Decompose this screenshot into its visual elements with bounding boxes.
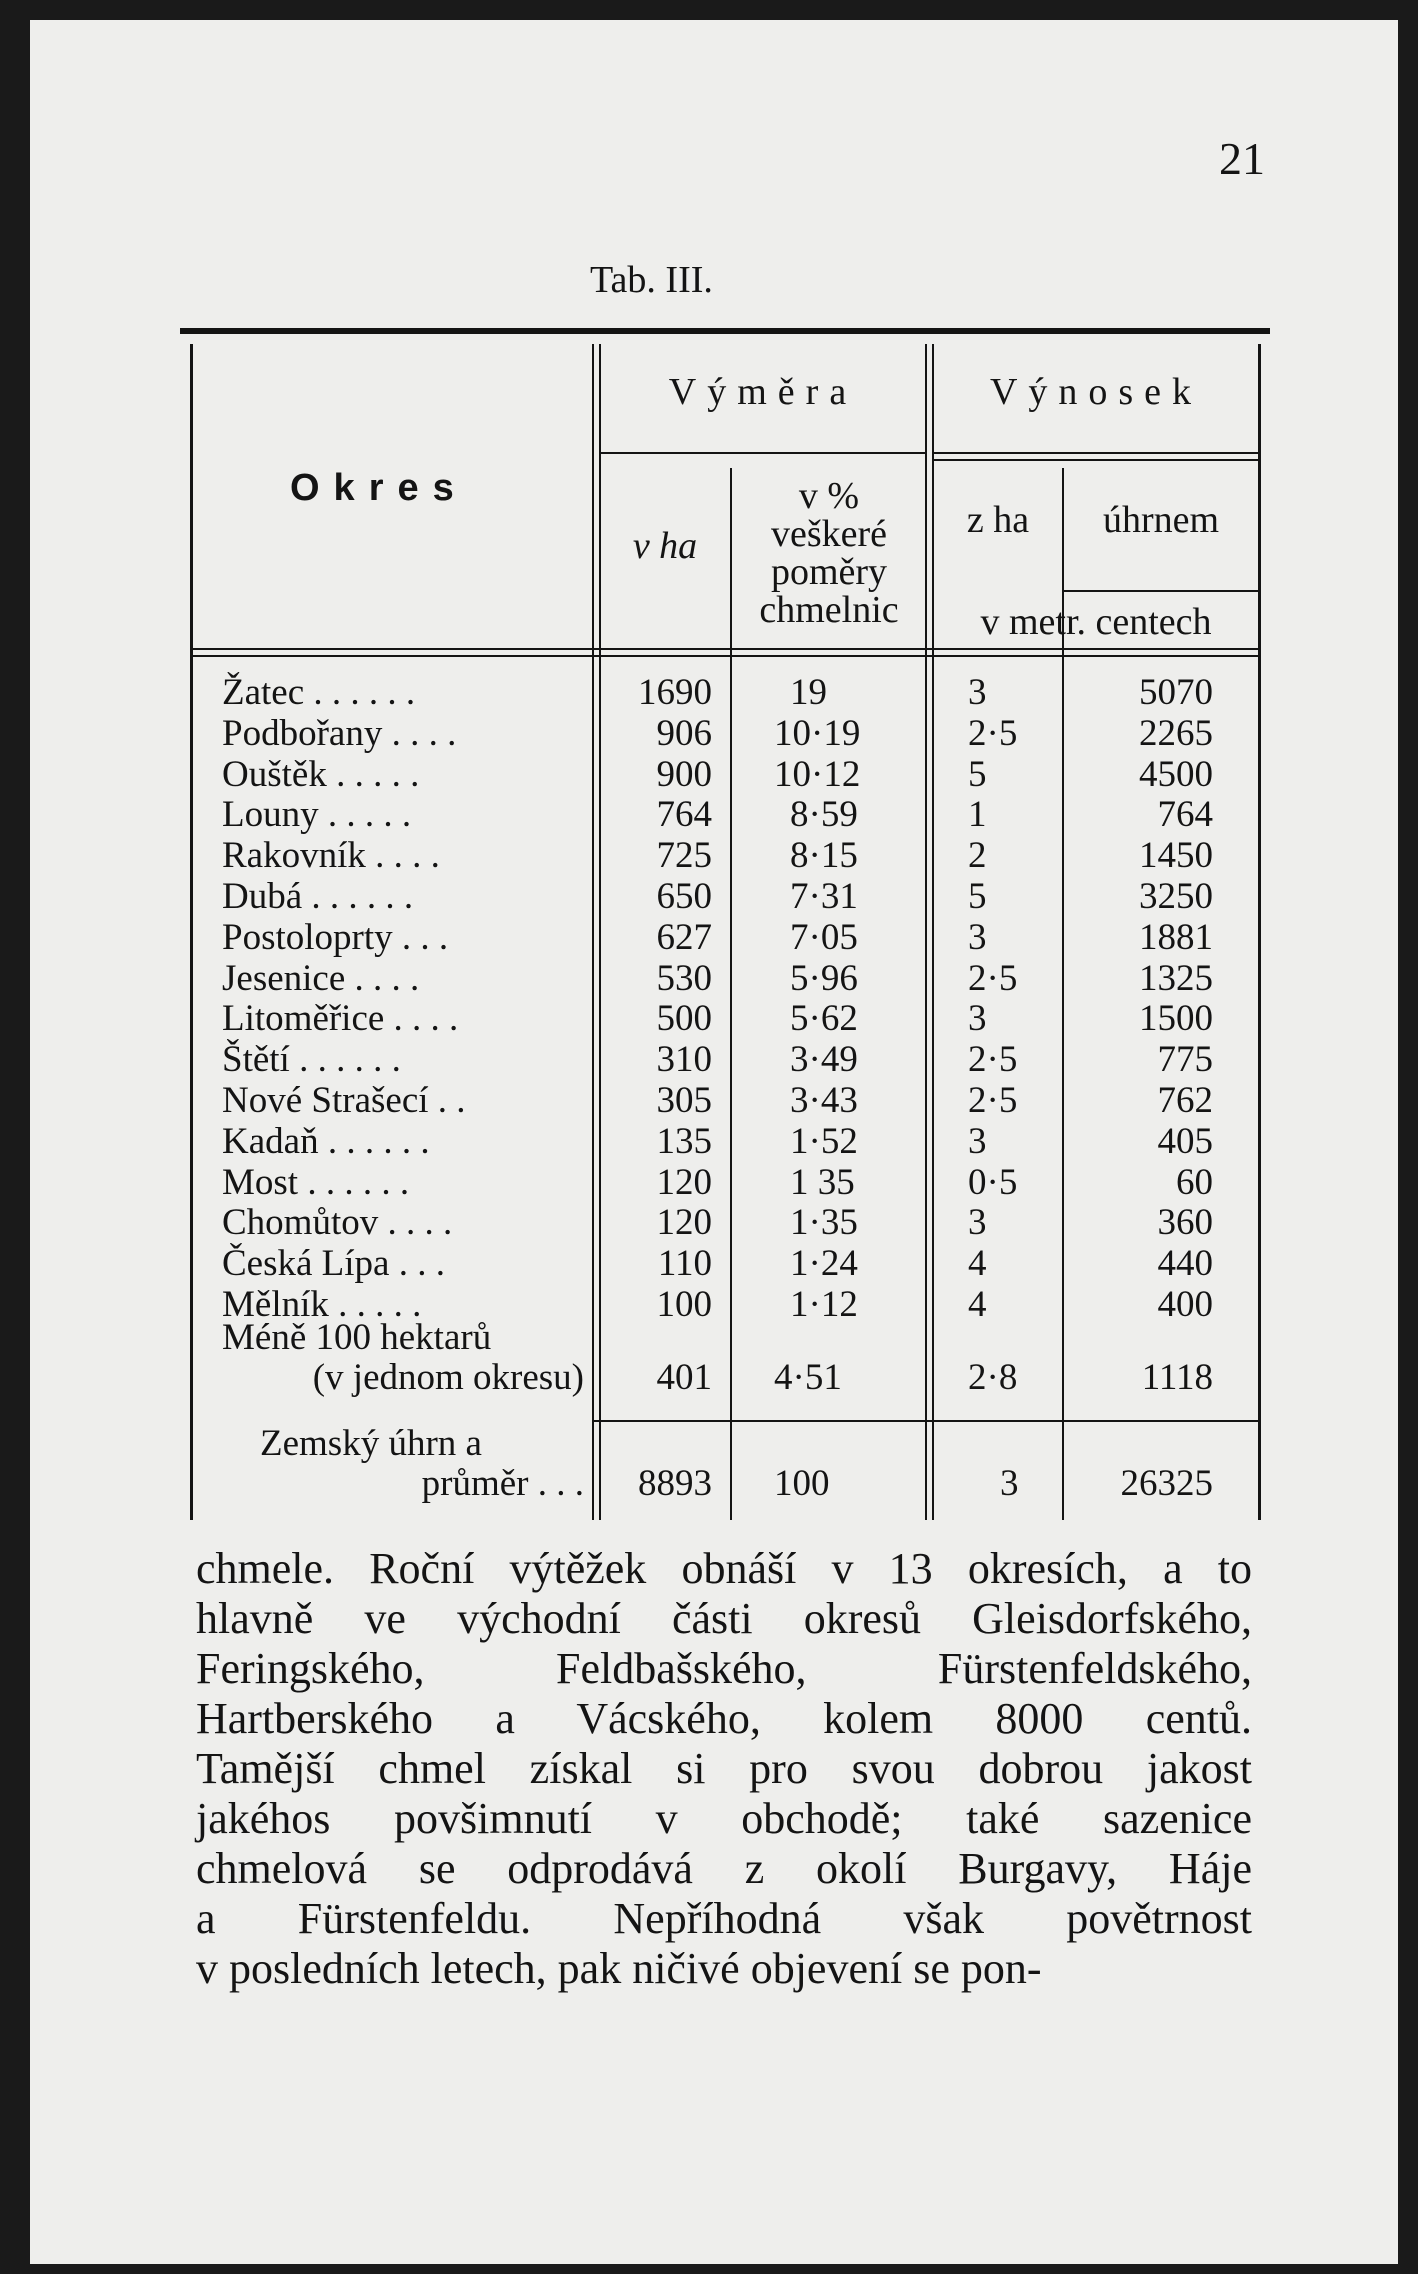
row-total: 1450 <box>1139 835 1213 876</box>
small-ha: 401 <box>656 1357 712 1398</box>
row-name: Kadaň . . . . . . <box>222 1121 430 1162</box>
row-pct: 5·62 <box>790 998 858 1039</box>
body-line: chmelová se odprodává z okolí Burgavy, Háje <box>196 1844 1252 1893</box>
row-name: Rakovník . . . . <box>222 835 440 876</box>
header-rule-a <box>190 648 1259 650</box>
row-zha: 3 <box>968 917 987 958</box>
row-name: Chomůtov . . . . <box>222 1202 453 1243</box>
vynosek-sub-rule-a <box>933 452 1259 454</box>
pct-header-line: v % <box>798 475 860 517</box>
row-pct: 10·19 <box>774 713 861 754</box>
row-ha: 725 <box>656 835 712 876</box>
row-ha: 900 <box>656 754 712 795</box>
total-label-2: průměr . . . <box>421 1463 584 1504</box>
row-zha: 2·5 <box>968 1039 1018 1080</box>
row-total: 60 <box>1176 1162 1213 1203</box>
total-ha: 8893 <box>638 1463 712 1504</box>
small-label-1: Méně 100 hektarů <box>222 1317 492 1358</box>
row-pct: 1·35 <box>790 1202 858 1243</box>
vynosek-sub-rule-b <box>933 459 1259 461</box>
unit-header: v metr. centech <box>980 601 1212 643</box>
row-zha: 2 <box>968 835 987 876</box>
vymera-sub-rule <box>600 452 926 454</box>
body-paragraph <box>196 1544 1252 1994</box>
row-ha: 500 <box>656 998 712 1039</box>
small-total: 1118 <box>1141 1357 1213 1398</box>
row-pct: 10·12 <box>774 754 861 795</box>
book-page <box>30 20 1398 2264</box>
row-zha: 2·5 <box>968 1080 1018 1121</box>
row-total: 3250 <box>1139 876 1213 917</box>
pct-header-line: veškeré <box>770 513 888 555</box>
body-line: chmele. Roční výtěžek obnáší v 13 okresích, a to <box>196 1544 1252 1593</box>
row-total: 1881 <box>1139 917 1213 958</box>
row-total: 400 <box>1157 1284 1213 1325</box>
row-name: Česká Lípa . . . <box>222 1243 445 1284</box>
row-zha: 3 <box>968 672 987 713</box>
row-total: 762 <box>1157 1080 1213 1121</box>
hop-table <box>190 328 1270 1520</box>
row-pct: 8·59 <box>790 794 858 835</box>
body-line: Tamější chmel získal si pro svou dobrou jakost <box>196 1744 1252 1793</box>
row-zha: 3 <box>968 1121 987 1162</box>
row-ha: 310 <box>656 1039 712 1080</box>
body-line: a Fürstenfeldu. Nepříhodná však povětrnost <box>196 1894 1252 1943</box>
row-total: 5070 <box>1139 672 1213 713</box>
row-ha: 110 <box>657 1243 712 1284</box>
row-zha: 2·5 <box>968 713 1018 754</box>
row-pct: 1 35 <box>790 1162 855 1203</box>
row-pct: 1·24 <box>790 1243 858 1284</box>
row-pct: 7·05 <box>790 917 858 958</box>
row-name: Mělník . . . . . <box>222 1284 422 1325</box>
row-pct: 5·96 <box>790 958 858 999</box>
pct-header-line: poměry <box>770 551 888 593</box>
row-name: Štětí . . . . . . <box>222 1039 401 1080</box>
row-total: 4500 <box>1139 754 1213 795</box>
z-ha-header: z ha <box>966 499 1030 541</box>
row-name: Dubá . . . . . . <box>222 876 414 917</box>
row-ha: 1690 <box>638 672 712 713</box>
row-name: Postoloprty . . . <box>222 917 449 958</box>
row-pct: 7·31 <box>790 876 858 917</box>
row-zha: 3 <box>968 1202 987 1243</box>
row-zha: 1 <box>968 794 987 835</box>
row-pct: 1·52 <box>790 1121 858 1162</box>
unit-rule <box>1063 590 1259 592</box>
row-total: 405 <box>1157 1121 1213 1162</box>
row-name: Nové Strašecí . . <box>222 1080 466 1121</box>
row-ha: 906 <box>656 713 712 754</box>
uhrnem-header: úhrnem <box>1102 499 1220 541</box>
small-zha: 2·8 <box>968 1357 1018 1398</box>
row-ha: 305 <box>656 1080 712 1121</box>
row-zha: 0·5 <box>968 1162 1018 1203</box>
body-line: Feringského, Feldbašského, Fürstenfeldského, <box>196 1644 1252 1693</box>
total-zha: 3 <box>1000 1463 1019 1504</box>
row-name: Litoměřice . . . . <box>222 998 459 1039</box>
row-pct: 19 <box>790 672 827 713</box>
body-line: jakéhos povšimnutí v obchodě; také sazenice <box>196 1794 1252 1843</box>
page-number: 21 <box>1219 133 1265 184</box>
row-total: 1500 <box>1139 998 1213 1039</box>
table-title: Tab. III. <box>590 259 713 301</box>
row-ha: 627 <box>656 917 712 958</box>
row-ha: 100 <box>656 1284 712 1325</box>
total-label-1: Zemský úhrn a <box>260 1423 482 1464</box>
row-name: Jesenice . . . . <box>222 958 420 999</box>
row-zha: 4 <box>968 1284 987 1325</box>
row-total: 440 <box>1157 1243 1213 1284</box>
row-ha: 530 <box>656 958 712 999</box>
row-pct: 8·15 <box>790 835 858 876</box>
v-ha-header: v ha <box>632 525 698 567</box>
row-name: Ouštěk . . . . . <box>222 754 420 795</box>
left-border <box>190 344 193 1520</box>
row-total: 360 <box>1157 1202 1213 1243</box>
row-pct: 1·12 <box>790 1284 858 1325</box>
row-ha: 650 <box>656 876 712 917</box>
row-pct: 3·49 <box>790 1039 858 1080</box>
row-zha: 5 <box>968 754 987 795</box>
total-rule <box>592 1420 1259 1422</box>
row-name: Žatec . . . . . . <box>222 672 416 713</box>
header-rule-b <box>190 655 1259 657</box>
row-ha: 120 <box>656 1162 712 1203</box>
row-zha: 3 <box>968 998 987 1039</box>
okres-divider-a <box>592 344 594 1520</box>
row-name: Louny . . . . . <box>222 794 412 835</box>
row-total: 2265 <box>1139 713 1213 754</box>
okres-header: Okres <box>290 467 468 509</box>
row-total: 1325 <box>1139 958 1213 999</box>
row-name: Most . . . . . . <box>222 1162 410 1203</box>
row-ha: 764 <box>656 794 712 835</box>
row-total: 775 <box>1157 1039 1213 1080</box>
row-zha: 2·5 <box>968 958 1018 999</box>
row-ha: 120 <box>656 1202 712 1243</box>
small-pct: 4·51 <box>774 1357 842 1398</box>
total-total: 26325 <box>1120 1463 1213 1504</box>
row-zha: 5 <box>968 876 987 917</box>
table-top-rule <box>180 328 1270 334</box>
row-name: Podbořany . . . . <box>222 713 457 754</box>
row-ha: 135 <box>656 1121 712 1162</box>
pct-header-line: chmelnic <box>759 589 899 631</box>
row-pct: 3·43 <box>790 1080 858 1121</box>
row-total: 764 <box>1157 794 1213 835</box>
vynosek-header: Výnosek <box>989 371 1203 413</box>
row-zha: 4 <box>968 1243 987 1284</box>
total-pct: 100 <box>774 1463 830 1504</box>
vymera-header: Výměra <box>668 371 858 413</box>
body-line: Hartberského a Vácského, kolem 8000 centů. <box>196 1694 1252 1743</box>
body-line: hlavně ve východní části okresů Gleisdorfského, <box>196 1594 1252 1643</box>
body-line: v posledních letech, pak ničivé objevení se pon- <box>196 1944 1042 1993</box>
small-label-2: (v jednom okresu) <box>312 1357 584 1398</box>
